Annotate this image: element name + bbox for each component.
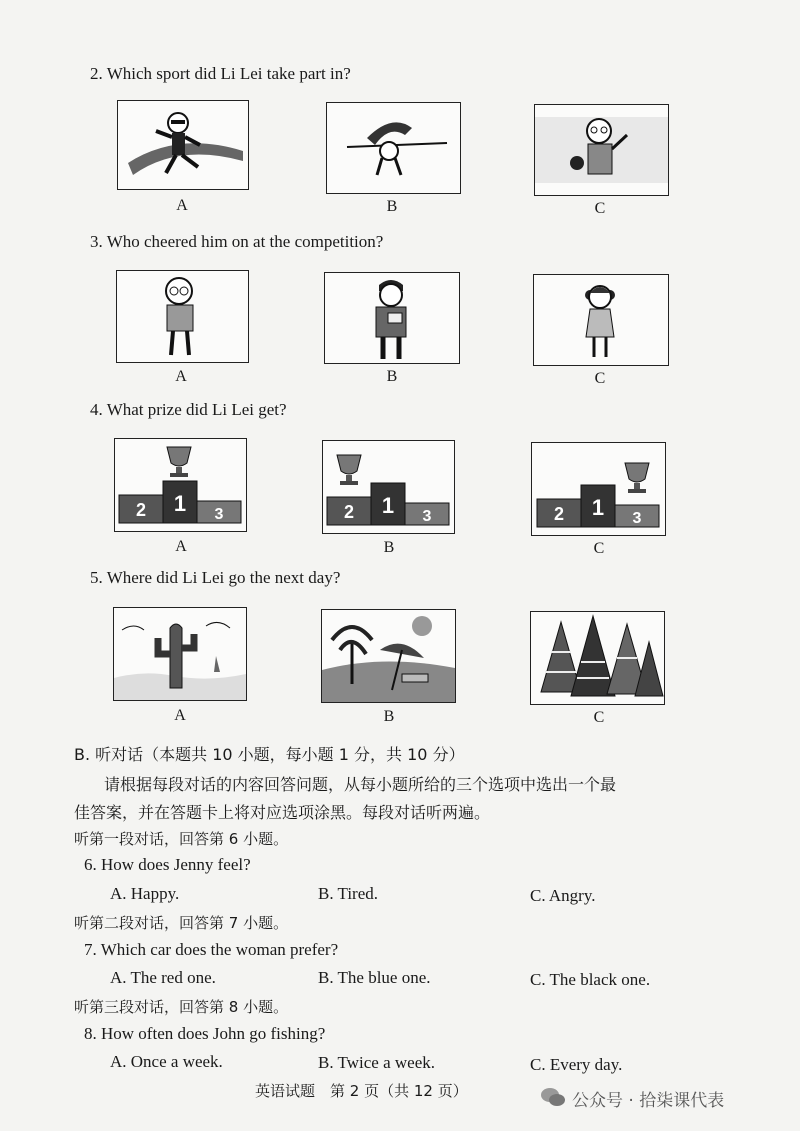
option-letter: C bbox=[593, 540, 605, 557]
option-c-image[interactable] bbox=[533, 274, 669, 366]
option-letter: C bbox=[594, 370, 606, 387]
question-number: 7. bbox=[84, 940, 97, 959]
option-letter: A bbox=[174, 707, 186, 724]
option-letter: B bbox=[383, 708, 395, 725]
ping-pong-icon bbox=[535, 105, 668, 195]
podium-third-trophy-icon bbox=[532, 443, 665, 535]
father-icon bbox=[325, 273, 459, 363]
question-number: 2. bbox=[90, 64, 103, 83]
option-b-image[interactable] bbox=[326, 102, 461, 194]
question-text: How often does John go fishing? bbox=[101, 1024, 326, 1043]
podium-second-trophy-icon bbox=[323, 441, 454, 533]
question-text: Who cheered him on at the competition? bbox=[106, 232, 384, 251]
section-b-heading: B. 听对话（本题共 10 小题，每小题 1 分，共 10 分） bbox=[74, 745, 465, 764]
high-jump-icon bbox=[327, 103, 460, 193]
question-3 bbox=[90, 232, 383, 252]
option-a-image[interactable] bbox=[113, 607, 247, 701]
question-5 bbox=[90, 568, 340, 588]
question-8 bbox=[84, 1024, 325, 1044]
option-a-image[interactable] bbox=[114, 438, 247, 532]
wechat-icon bbox=[540, 1086, 566, 1113]
option-a-image[interactable] bbox=[116, 270, 249, 363]
girl-icon bbox=[534, 275, 668, 365]
podium-second-place: 2 bbox=[135, 500, 147, 520]
option-letter: B bbox=[386, 368, 398, 385]
option-c[interactable]: C. The black one. bbox=[530, 970, 651, 989]
option-a[interactable]: A. Once a week. bbox=[110, 1052, 223, 1071]
option-a[interactable]: A. Happy. bbox=[110, 884, 180, 903]
question-number: 3. bbox=[90, 232, 103, 251]
question-number: 4. bbox=[90, 400, 103, 419]
question-7 bbox=[84, 940, 338, 960]
question-text: How does Jenny feel? bbox=[101, 855, 251, 874]
option-letter: A bbox=[175, 538, 187, 555]
question-number: 5. bbox=[90, 568, 103, 587]
dialogue-intro: 听第二段对话，回答第 7 小题。 bbox=[74, 914, 289, 932]
question-text: Which sport did Li Lei take part in? bbox=[106, 64, 351, 83]
section-b-instruction: 请根据每段对话的内容回答问题，从每小题所给的三个选项中选出一个最 bbox=[104, 775, 617, 794]
option-a-image[interactable] bbox=[117, 100, 249, 190]
option-c-image[interactable] bbox=[530, 611, 665, 705]
question-text: Which car does the woman prefer? bbox=[100, 940, 339, 959]
option-c[interactable]: C. Every day. bbox=[530, 1055, 623, 1074]
option-b-image[interactable] bbox=[322, 440, 455, 534]
option-b-image[interactable] bbox=[324, 272, 460, 364]
option-letter: B bbox=[386, 198, 398, 215]
dialogue-intro: 听第一段对话，回答第 6 小题。 bbox=[74, 830, 289, 848]
dialogue-intro: 听第三段对话，回答第 8 小题。 bbox=[74, 998, 289, 1016]
grandfather-icon bbox=[117, 271, 248, 362]
podium-first-place: 1 bbox=[591, 495, 605, 520]
podium-second-place: 2 bbox=[553, 504, 565, 524]
option-b[interactable]: B. Twice a week. bbox=[318, 1053, 435, 1072]
option-b[interactable]: B. The blue one. bbox=[318, 968, 431, 987]
option-c[interactable]: C. Angry. bbox=[530, 886, 596, 905]
page-footer: 英语试题 第 2 页（共 12 页） bbox=[255, 1082, 468, 1100]
question-text: What prize did Li Lei get? bbox=[106, 400, 287, 419]
question-number: 6. bbox=[84, 855, 97, 874]
podium-third-place: 3 bbox=[632, 510, 642, 527]
podium-second-place: 2 bbox=[343, 502, 355, 522]
option-letter: B bbox=[383, 539, 395, 556]
question-4 bbox=[90, 400, 287, 420]
section-b-instruction: 佳答案，并在答题卡上将对应选项涂黑。每段对话听两遍。 bbox=[74, 803, 491, 822]
option-letter: A bbox=[175, 368, 187, 385]
option-b[interactable]: B. Tired. bbox=[318, 884, 378, 903]
question-number: 8. bbox=[84, 1024, 97, 1043]
podium-first-trophy-icon bbox=[115, 439, 246, 531]
option-a[interactable]: A. The red one. bbox=[110, 968, 216, 987]
podium-first-place: 1 bbox=[173, 491, 187, 516]
desert-cactus-icon bbox=[114, 608, 246, 700]
podium-third-place: 3 bbox=[422, 508, 432, 525]
beach-umbrella-icon bbox=[322, 610, 455, 702]
option-letter: C bbox=[593, 709, 605, 726]
runner-icon bbox=[118, 101, 248, 189]
option-letter: C bbox=[594, 200, 606, 217]
option-c-image[interactable] bbox=[531, 442, 666, 536]
watermark-text: 公众号 · 拾柒课代表 bbox=[572, 1091, 725, 1111]
question-text: Where did Li Lei go the next day? bbox=[106, 568, 341, 587]
question-2 bbox=[90, 64, 351, 84]
option-letter: A bbox=[176, 197, 188, 214]
question-6 bbox=[84, 855, 251, 875]
podium-third-place: 3 bbox=[214, 506, 224, 523]
forest-trees-icon bbox=[531, 612, 664, 704]
option-c-image[interactable] bbox=[534, 104, 669, 196]
podium-first-place: 1 bbox=[381, 493, 395, 518]
option-b-image[interactable] bbox=[321, 609, 456, 703]
